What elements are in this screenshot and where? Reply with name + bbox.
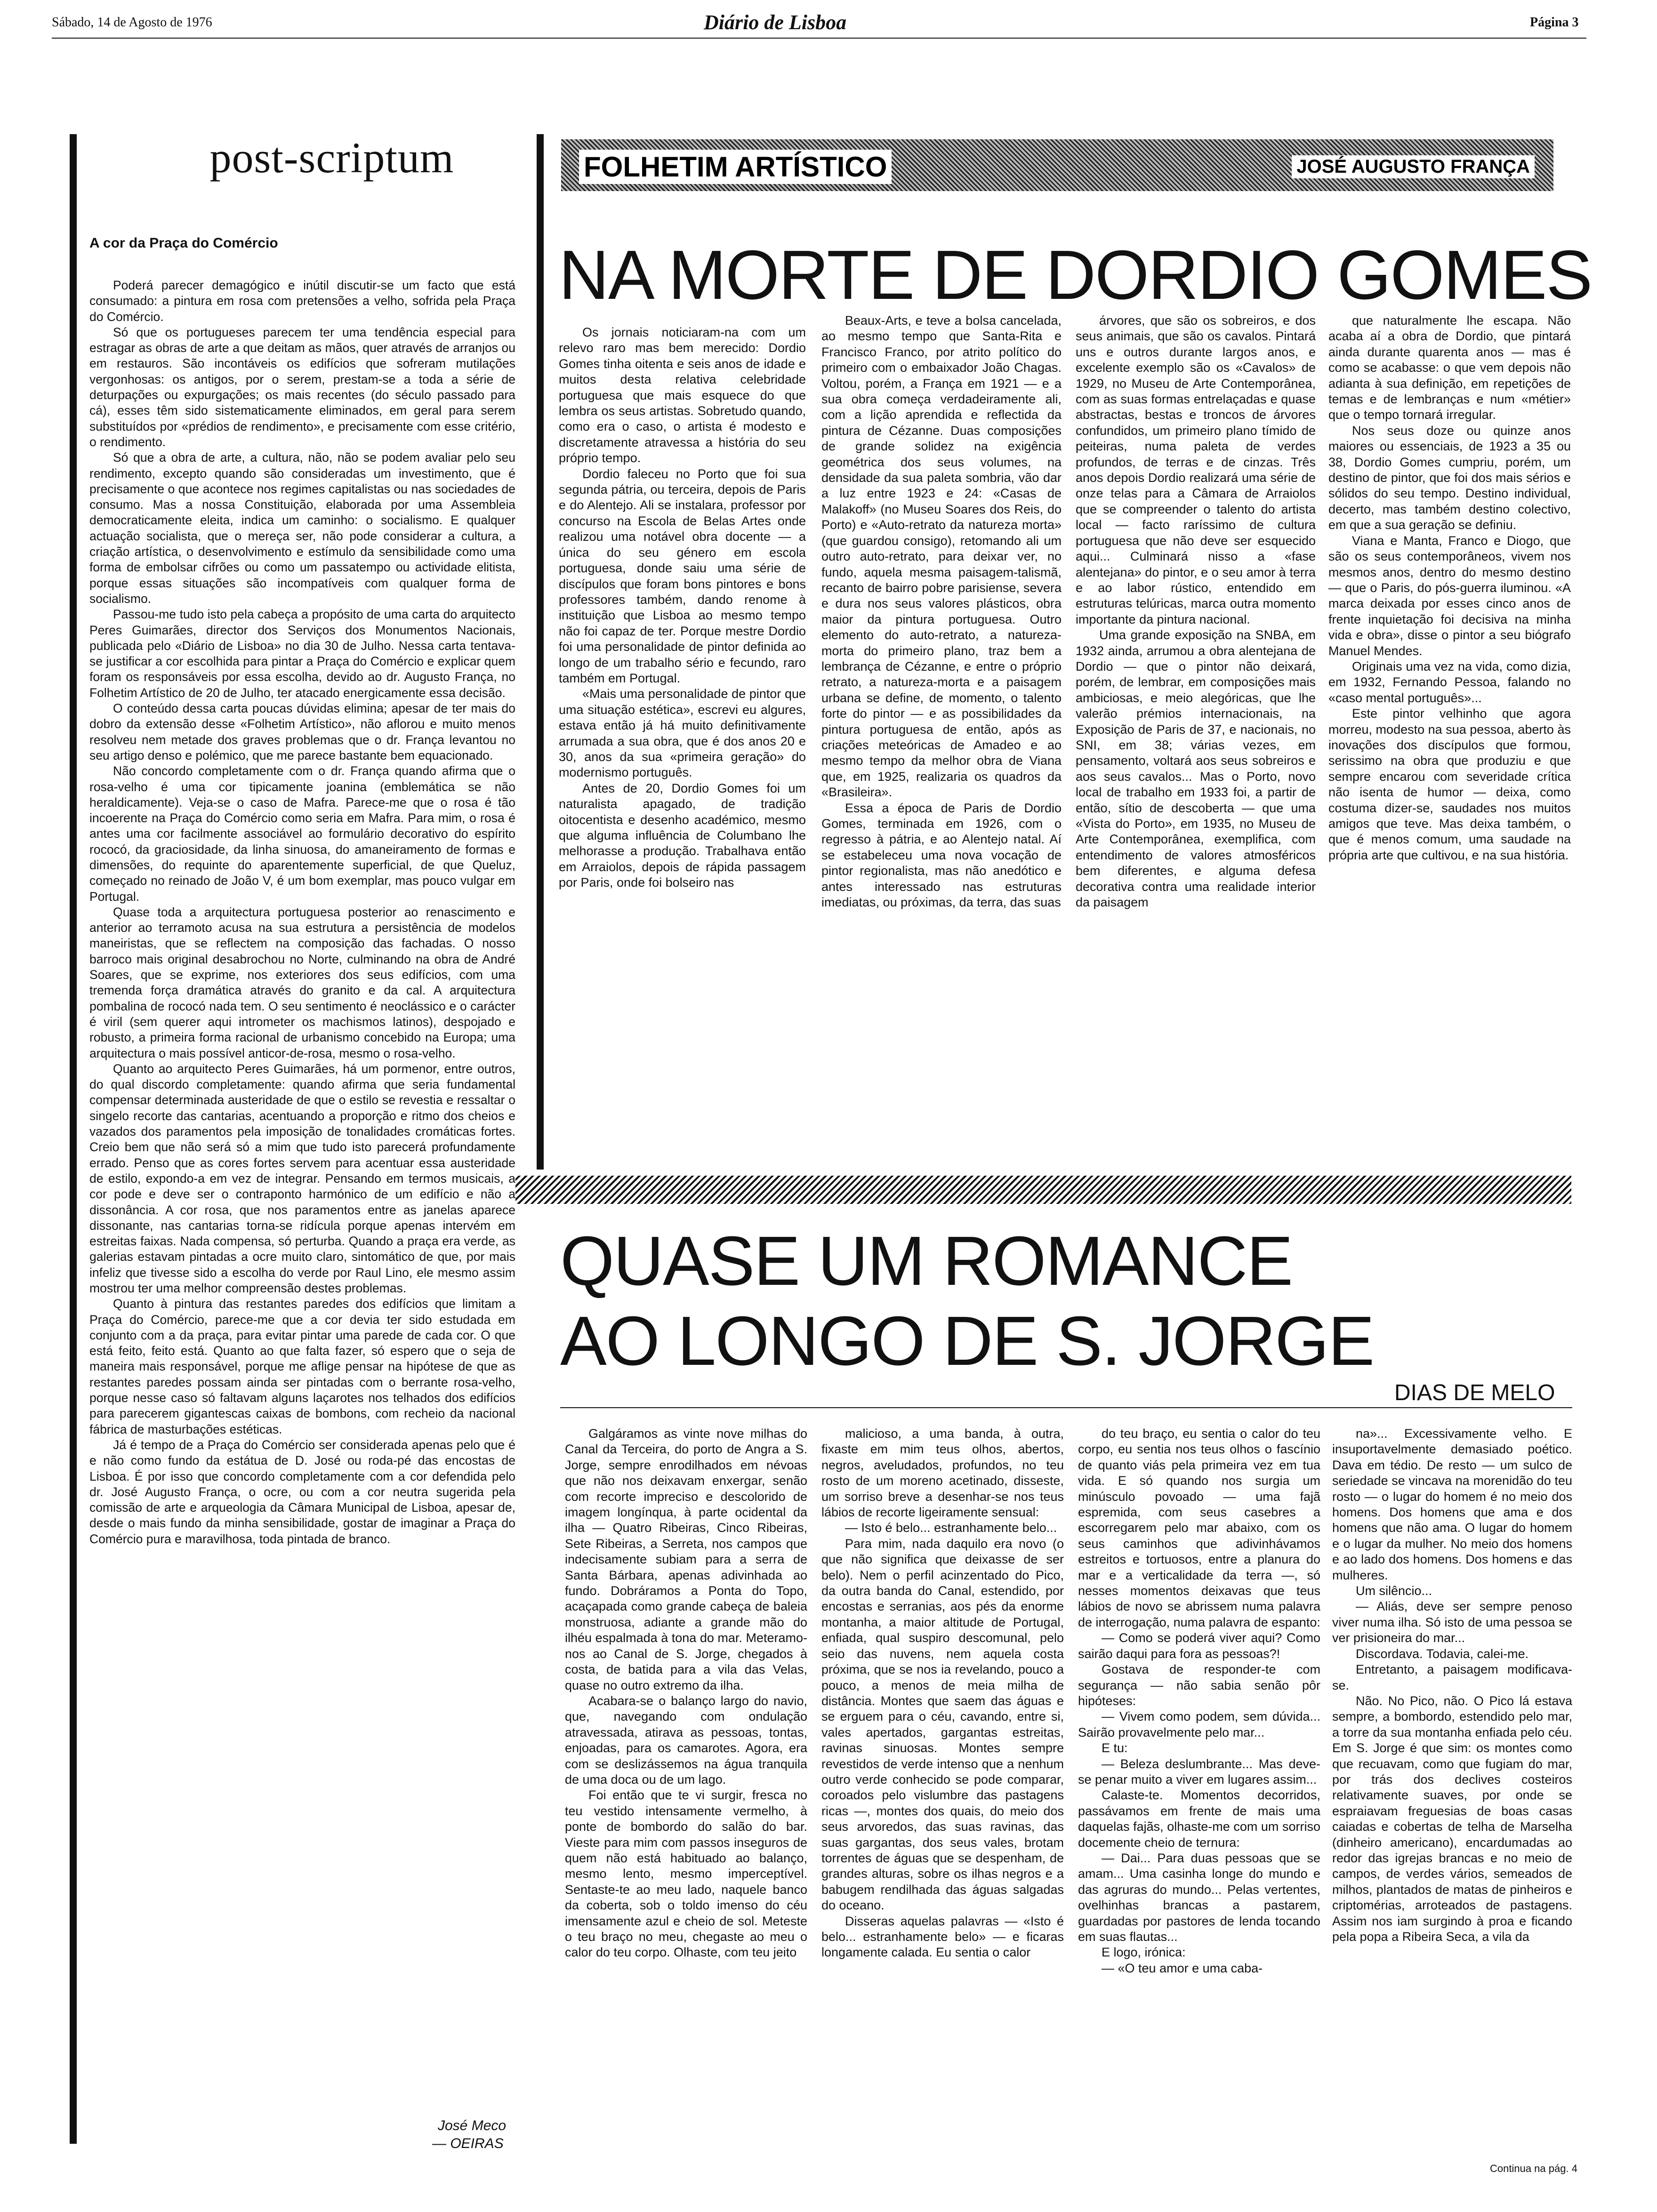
romance-column-3 xyxy=(1078,1426,1320,1976)
paragraph: — Dai... Para duas pessoas que se amam... Uma casinha longe do mundo e das agruras do mundo... Pelas vertentes, ovelhinhas brancas a pastarem, guardadas por pastores de lenda tocando em suas flautas... xyxy=(1078,1851,1320,1944)
paragraph: Não concordo completamente com o dr. França quando afirma que o rosa-velho é uma cor tipicamente joanina (emblemática se não heraldicamente). Veja-se o caso de Mafra. Parece-me que o rosa é tão incoerente na Praça do Comércio como seria em Mafra. Para mim, o rosa é antes uma cor facilmente associável ao formulário decorativo do espírito rococó, da graciosidade, da linha sinuosa, do amaneiramento de formas e dimensões, do requinte do aparentemente superficial, de que Queluz, começado no reinado de João V, é um bom exemplar, mas pouco vulgar em Portugal. xyxy=(89,764,515,904)
paragraph: que naturalmente lhe escapa. Não acaba aí a obra de Dordio, que pintará ainda durante quarenta anos — mas é como se acabasse: o que vem depois não adianta à sua definição, em repetições de temas e de lembranças e num «métier» que o tempo tornará irregular. xyxy=(1328,313,1571,422)
folhetim-column-1 xyxy=(559,325,806,891)
romance-rule xyxy=(560,1407,1572,1408)
paragraph: Passou-me tudo isto pela cabeça a propósito de uma carta do arquitecto Peres Guimarães, director dos Serviços dos Monumentos Nacionais, publicada pelo «Diário de Lisboa» no dia 30 de Julho. Nessa carta tentava-se justificar a cor escolhida para pintar a Praça do Comércio e explicar quem foram os responsáveis por essa escolha, devido ao dr. Augusto França, no Folhetim Artístico de 20 de Julho, ter atacado energicamente essa decisão. xyxy=(89,607,515,700)
paragraph: Viana e Manta, Franco e Diogo, que são os seus contemporâneos, vivem nos mesmos anos, dentro do mesmo destino — que o Paris, do pós-guerra iluminou. «A marca deixada por esses cinco anos de frente inquietação foi decisiva na minha vida e obra», disse o pintor a seu biógrafo Manuel Mendes. xyxy=(1328,533,1571,658)
folhetim-left-bar xyxy=(537,134,544,1170)
paragraph: — Como se poderá viver aqui? Como sairão daqui para fora as pessoas?! xyxy=(1078,1631,1320,1661)
paragraph: Acabara-se o balanço largo do navio, que, navegando com ondulação atravessada, atirava as pessoas, tontas, enjoadas, para os camarotes. Agora, era com se deslizássemos na água tranquila de uma doca ou de um lago. xyxy=(565,1693,807,1787)
paragraph: — Beleza deslumbrante... Mas deve-se penar muito a viver em lugares assim... xyxy=(1078,1756,1320,1787)
paragraph: na»... Excessivamente velho. E insuportavelmente demasiado poético. Dava em tédio. De resto — um sulco de seriedade se vincava na morenidão do teu rosto — o lugar do homem é no meio dos homens. Dos homens que ama e dos homens que não ama. O lugar do homem e o lugar da mulher. No meio dos homens e ao lado dos homens. Dos homens e das mulheres. xyxy=(1332,1427,1572,1582)
paragraph: malicioso, a uma banda, à outra, fixaste em mim teus olhos, abertos, negros, aveludados, profundos, no teu rosto de um moreno acetinado, disseste, um sorriso breve a desenhar-se nos teus lábios de recorte ligeiramente sensual: xyxy=(821,1427,1064,1520)
folhetim-column-4 xyxy=(1328,313,1571,863)
paragraph: Um silêncio... xyxy=(1356,1584,1432,1598)
paragraph: Só que os portugueses parecem ter uma tendência especial para estragar as obras de arte a que deitam as mãos, quer através de arranjos ou em restauros. São incontáveis os edifícios que sofreram mutilações vergonhosas: os antigos, por o serem, prestam-se a toda a série de deturpações ou expurgações; os mais recentes (do século passado para cá), esses têm sido sistematicamente eliminados, em geral para serem substituídos por «prédios de rendimento», e precisamente com esse critério, o rendimento. xyxy=(89,325,515,449)
paragraph: Uma grande exposição na SNBA, em 1932 ainda, arrumou a obra alentejana de Dordio — que o pintor não deixará, porém, de lembrar, em composições mais ambiciosas, e meio alegóricas, que lhe valerão prémios internacionais, na Exposição de Paris de 37, e nacionais, no SNI, em 38; várias vezes, em pensamento, voltará aos seus sobreiros e aos seus cavalos... Mas o Porto, novo local de trabalho em 1933 foi, a partir de então, sítio de descoberta — que uma «Vista do Porto», em 1935, no Museu de Arte Contemporânea, exemplifica, com entendimento de valores atmosféricos bem diferentes, e alguma defesa decorativa contra uma realidade interior da paisagem xyxy=(1076,628,1316,910)
page-number: Página 3 xyxy=(1530,15,1579,30)
paragraph: O conteúdo dessa carta poucas dúvidas elimina; apesar de ter mais do dobro da extensão desse «Folhetim Artístico», não aflorou e muito menos resolveu nem metade dos graves problemas que o dr. França levantou no seu artigo denso e polémico, que me parece bastante bem equacionado. xyxy=(89,701,515,762)
paragraph: Entretanto, a paisagem modificava-se. xyxy=(1332,1662,1572,1692)
paragraph: árvores, que são os sobreiros, e dos seus animais, que são os cavalos. Pintará uns e outros durante largos anos, e excelente exemplo são os «Cavalos» de 1929, no Museu de Arte Contemporânea, com as suas formas entrelaçadas e quase abstractas, bestas e troncos de árvores confundidos, um primeiro plano tímido de peiteiras, numa paleta de verdes profundos, de terras e de cinzas. Três anos depois Dordio realizará uma série de onze telas para a Câmara de Arraiolos que se compreender o talento do artista local — facto raríssimo de cultura portuguesa que não deve ser esquecido aqui... Culminará nisso a «fase alentejana» do pintor, e o seu amor à terra e ao labor rústico, entendido em estruturas telúricas, marca outra momento importante da pintura nacional. xyxy=(1076,313,1316,626)
paragraph: — Isto é belo... estranhamente belo... xyxy=(845,1521,1057,1535)
paragraph: Poderá parecer demagógico e inútil discutir-se um facto que está consumado: a pintura em rosa com pretensões a velho, sofrida pela Praça do Comércio. xyxy=(89,278,515,324)
headline-line: QUASE UM ROMANCE xyxy=(560,1222,1293,1300)
paragraph: Não. No Pico, não. O Pico lá estava sempre, a bombordo, estendido pelo mar, a torre da sua montanha enfiada pelo céu. Em S. Jorge é que sim: os montes como que recuavam, como que fugiam do mar, por trás dos declives costeiros relativamente suaves, por onde se espraiavam freguesias de boas casas caiadas e cobertas de telha de Marselha (dinheiro americano), encardumadas ao redor das igrejas brancas e no meio de campos, de verdes vários, semeados de milhos, plantados de matas de pinheiros e criptomérias, arroteados de pastagens. Assim nos iam surgindo à proa e ficando pela popa a Ribeira Seca, a vila da xyxy=(1332,1693,1572,1944)
paragraph: Quanto à pintura das restantes paredes dos edifícios que limitam a Praça do Comércio, parece-me que a cor devia ter sido estudada em conjunto com a da praça, para evitar pintar uma parede de cada cor. O que está feito, feito está. Quanto ao que falta fazer, só espero que o seja de maneira mais responsável, porque me aflige pensar na hipótese de que as restantes paredes possam ainda ser pintadas com o berrante rosa-velho, porque nesse caso só faltavam alguns laçarotes nos telhados dos edifícios para parecerem gigantescas caixas de bombons, com recheio da nacional fábrica de masturbações estéticas. xyxy=(89,1297,515,1436)
postscriptum-subtitle: A cor da Praça do Comércio xyxy=(89,235,278,251)
paragraph: Disseras aquelas palavras — «Isto é belo... estranhamente belo» — e ficaras longamente calada. Eu sentia o calor xyxy=(821,1914,1064,1960)
postscriptum-title: post-scriptum xyxy=(209,134,454,182)
postscriptum-left-bar xyxy=(70,134,77,2144)
paragraph: Nos seus doze ou quinze anos maiores ou essenciais, de 1923 a 35 ou 38, Dordio Gomes cumpriu, porém, um destino de pintor, que foi dos mais sérios e sólidos do seu tempo. Destino individual, decerto, mas também destino colectivo, em que a sua geração se definiu. xyxy=(1328,423,1571,532)
paragraph: E tu: xyxy=(1102,1741,1128,1755)
paragraph: Essa a época de Paris de Dordio Gomes, terminada em 1926, com o regresso à pátria, e ao Alentejo natal. Aí se estabeleceu uma nova vocação de pintor regionalista, mas não anedótico e antes interessado nas estruturas imediatas, ou próximas, da terra, das suas xyxy=(821,801,1062,910)
header-rule xyxy=(52,38,1586,39)
paragraph: Discordava. Todavia, calei-me. xyxy=(1356,1646,1529,1661)
romance-column-4 xyxy=(1332,1426,1572,1945)
folhetim-column-2 xyxy=(821,313,1062,910)
paragraph: Foi então que te vi surgir, fresca no teu vestido intensamente vermelho, à ponte de bombordo do salão do bar. Vieste para mim com passos inseguros de quem não está habituado ao balanço, mesmo lento, mesmo imperceptível. Sentaste-te ao meu lado, naquele banco da coberta, sob o toldo imenso do céu imensamente azul e cheio de sol. Meteste o teu braço no meu, chegaste ao meu o calor do teu corpo. Olhaste, com teu jeito xyxy=(565,1788,807,1960)
paragraph: Quanto ao arquitecto Peres Guimarães, há um pormenor, entre outros, do qual discordo completamente: quando afirma que seria fundamental compensar determinada austeridade de que o estilo se revestia e ressaltar o singelo recorte das cantarias, acentuando a proporção e ritmo dos cheios e vazados dos paramentos pela imposição de tonalidades cromáticas fortes. Creio bem que não será só a mim que tudo isto parecerá profundamente errado. Penso que as cores fortes servem para acentuar essa austeridade de estilo, expondo-a em vez de integrar. Pensando em termos musicais, a cor pode e deve ser o contraponto harmónico de um edifício e não a dissonância. A cor rosa, que nos paramentos entre as janelas aparece dissonante, nas cantarias torna-se ridícula porque apenas intervém em estreitas faixas. Nada compensa, só perturba. Quando a praça era verde, as galerias estavam pintadas a ocre muito claro, sintomático de que, por mais infeliz que tivesse sido a escolha do verde por Raul Lino, ele mesmo assim mostrou ter uma melhor compreensão destes problemas. xyxy=(89,1061,515,1295)
signature-place: — OEIRAS xyxy=(432,2136,504,2151)
postscriptum-body xyxy=(89,278,515,1547)
signature-name: José Meco xyxy=(438,2118,507,2133)
paragraph: — Aliás, deve ser sempre penoso viver numa ilha. Só isto de uma pessoa se ver prisioneira do mar... xyxy=(1332,1599,1572,1645)
romance-column-1 xyxy=(565,1426,807,1961)
paragraph: Antes de 20, Dordio Gomes foi um naturalista apagado, de tradição oitocentista e desenho académico, mesmo que alguma influência de Columbano lhe melhorasse a produção. Trabalhava então em Arraiolos, depois de rápida passagem por Paris, onde foi bolseiro nas xyxy=(559,781,806,890)
paragraph: Os jornais noticiaram-na com um relevo raro mas bem merecido: Dordio Gomes tinha oitenta e seis anos de idade e muitos desta relativa celebridade portuguesa que mais esquece do que lembra os seus artistas. Sobretudo quando, como era o caso, o artista é modesto e discretamente atravessa a história do seu próprio tempo. xyxy=(559,325,806,465)
paragraph: Para mim, nada daquilo era novo (o que não significa que deixasse de ser belo). Nem o perfil acinzentado do Pico, da outra banda do Canal, estendido, por encostas e serranias, aos pés da enorme montanha, a maior altitude de Portugal, enfiada, qual suspiro descomunal, pelo seio das nuvens, nem aquela costa próxima, que se nos ia revelando, pouco a pouco, a menos de meia milha de distância. Montes que saem das águas e se erguem para o céu, cavando, entre si, vales apertados, gargantas estreitas, ravinas sinuosas. Montes sempre revestidos de verde intenso que a nenhum outro verde conhecido se pode comparar, coroados pelo vislumbre das pastagens ricas —, montes dos quais, do meio dos seus arvoredos, das suas ravinas, das suas gargantas, dos seus vales, brotam torrentes de águas que se despenham, de grandes alturas, sobre os ilhas negros e a babugem rendilhada das águas salgadas do oceano. xyxy=(821,1536,1064,1913)
paragraph: do teu braço, eu sentia o calor do teu corpo, eu sentia nos teus olhos o fascínio de quanto viás pela primeira vez em tua vida. E só quando nos surgia um minúsculo povoado — uma fajã espremida, com seus casebres a escorregarem pelo mar abaixo, com os seus caminhos que adivinhávamos estreitos e tortuosos, entre a planura do mar e a verticalidade da terra —, só nesses momentos deixavas que teus lábios de novo se abrissem numa palavra de interrogação, numa palavra de espanto: xyxy=(1078,1427,1320,1629)
folhetim-label: FOLHETIM ARTÍSTICO xyxy=(579,150,892,184)
paragraph: Já é tempo de a Praça do Comércio ser considerada apenas pelo que é e não como fundo da estátua de D. José ou roda-pé das encostas de Lisboa. É por isso que concordo completamente com a cor defendida pelo dr. José Augusto França, o ocre, ou com a cor neutra sugerida pela comissão de arte e arqueologia da Câmara Municipal de Lisboa, apesar de, desde o mais fundo da minha sensibilidade, gostar de imaginar a Praça do Comércio pura e maravilhosa, toda pintada de branco. xyxy=(89,1437,515,1546)
paragraph: Só que a obra de arte, a cultura, não, não se podem avaliar pelo seu rendimento, excepto quando são consideradas um investimento, que é precisamente o que acontece nos regimes capitalistas ou nas sociedades de consumo. Mas a nossa Constituição, elaborada por uma Assembleia democraticamente eleita, indica um caminho: o socialismo. E qualquer actuação socialista, que o mereça ser, não pode considerar a cultura, a criação artística, o desenvolvimento e estímulo da sensibilidade como uma forma de embolsar cifrões ou como um passatempo ou actividade elitista, porque essas situações são incompatíveis com qualquer forma de socialismo. xyxy=(89,450,515,606)
masthead: Diário de Lisboa xyxy=(704,11,847,34)
romance-column-2 xyxy=(821,1426,1064,1961)
folhetim-column-3 xyxy=(1076,313,1316,910)
folhetim-band xyxy=(561,139,1553,191)
issue-date: Sábado, 14 de Agosto de 1976 xyxy=(52,15,212,30)
paragraph: Este pintor velhinho que agora morreu, modesto na sua pessoa, aberto às inovações dos discípulos que formou, serissimo na obra que produziu e que sempre encarou com severidade crítica não isenta de humor — deixa, como costuma dizer-se, saudades nos muitos amigos que teve. Mas deixa também, o que é menos comum, uma saudade na própria arte que cultivou, e na sua história. xyxy=(1328,706,1571,862)
headline-romance xyxy=(560,1221,1374,1381)
section-divider xyxy=(515,1176,1571,1204)
romance-author: DIAS DE MELO xyxy=(1394,1380,1555,1405)
paragraph: Quase toda a arquitectura portuguesa posterior ao renascimento e anterior ao terramoto acusa na sua estrutura a persistência de modelos maneiristas, que se reflectem na composição das fachadas. O nosso barroco mais original desabrochou no Norte, culminando na obra de André Soares, que se exprime, nos exteriores dos seus edifícios, com uma tremenda força dramática através do granito e da cal. A arquitectura pombalina de rococó nada tem. O seu sentimento é neoclássico e o carácter é viril (sem querer aqui intrometer os machismos latinos), despojado e robusto, a primeira forma racional de urbanismo concebido na Europa; uma arquitectura o mais possível anticor-de-rosa, mesmo o rosa-velho. xyxy=(89,905,515,1060)
paragraph: Galgáramos as vinte nove milhas do Canal da Terceira, do porto de Angra a S. Jorge, sempre enrodilhados em névoas que não nos deixavam enxergar, senão com recorte impreciso e descolorido de imagem longínqua, à parte ocidental da ilha — Quatro Ribeiras, Cinco Ribeiras, Sete Ribeiras, a Serreta, nos campos que indecisamente subiam para a serra de Santa Bárbara, apenas adivinhada ao fundo. Dobráramos a Ponta do Topo, acaçapada como grande cabeça de baleia monstruosa, adiante a grande mão do ilhéu espalmada à tona do mar. Meteramo-nos ao Canal de S. Jorge, chegados à costa, de batida para a vila das Velas, quase no outro extremo da ilha. xyxy=(565,1427,807,1692)
paragraph: — Vivem como podem, sem dúvida... Sairão provavelmente pelo mar... xyxy=(1078,1709,1320,1739)
paragraph: Gostava de responder-te com segurança — não sabia senão pôr hipóteses: xyxy=(1078,1662,1320,1708)
paragraph: E logo, irónica: xyxy=(1102,1945,1186,1960)
headline-dordio: NA MORTE DE DORDIO GOMES xyxy=(559,236,1592,314)
paragraph: Dordio faleceu no Porto que foi sua segunda pátria, ou terceira, depois de Paris e do Alentejo. Ali se instalara, professor por concurso na Escola de Belas Artes onde realizou uma notável obra docente — a única do seu género em escola portuguesa, donde saiu uma série de discípulos que foram bons pintores e bons professores também, dando renome à instituição que Lisboa ao mesmo tempo não foi capaz de ter. Porque mestre Dordio foi uma personalidade de pintor definida ao longo de um trabalho sério e fecundo, raro também em Portugal. xyxy=(559,466,806,685)
paragraph: Calaste-te. Momentos decorridos, passávamos em frente de mais uma daquelas fajãs, olhaste-me com um sorriso docemente cheio de ternura: xyxy=(1078,1788,1320,1850)
folhetim-author: JOSÉ AUGUSTO FRANÇA xyxy=(1292,155,1535,178)
paragraph: Beaux-Arts, e teve a bolsa cancelada, ao mesmo tempo que Santa-Rita e Francisco Franco, por atrito político do primeiro com o embaixador João Chagas. Voltou, porém, a França em 1921 — e a sua obra começa verdadeiramente ali, com a lição aprendida e reflectida da pintura de Cézanne. Duas composições de grande solidez na exigência geométrica dos seus volumes, na densidade da sua paleta sombria, vão dar a luz entre 1923 e 24: «Casas de Malakoff» (no Museu Soares dos Reis, do Porto) e «Auto-retrato da natureza morta» (que guardou consigo), retomando ali um outro auto-retrato, para deixar ver, no fundo, aquela mesma paisagem-talismã, recanto de bairro pobre parisiense, severa e dura nos seus valores plásticos, obra maior da pintura portuguesa. Outro elemento do auto-retrato, a natureza-morta do primeiro plano, traz bem a lembrança de Cézanne, e entre o próprio retrato, a natureza-morta e a paisagem urbana se define, de momento, o talento forte do pintor — e as possibilidades da pintura portuguesa de então, após as criações meteóricas de Amadeo e ao mesmo tempo da melhor obra de Viana que, em 1925, realizaria os quadros da «Brasileira». xyxy=(821,313,1062,800)
paragraph: — «O teu amor e uma caba- xyxy=(1102,1961,1263,1975)
paragraph: Originais uma vez na vida, como dizia, em 1932, Fernando Pessoa, falando no «caso mental português»... xyxy=(1328,659,1571,705)
headline-line: AO LONGO DE S. JORGE xyxy=(560,1302,1374,1380)
continuation-note[interactable]: Continua na pág. 4 xyxy=(1490,2163,1577,2174)
paragraph: «Mais uma personalidade de pintor que uma situação estética», escrevi eu algures, estava então já há muito definitivamente arrumada a sua obra, que é dos anos 20 e 30, anos da sua «primeira geração» do modernismo português. xyxy=(559,687,806,780)
